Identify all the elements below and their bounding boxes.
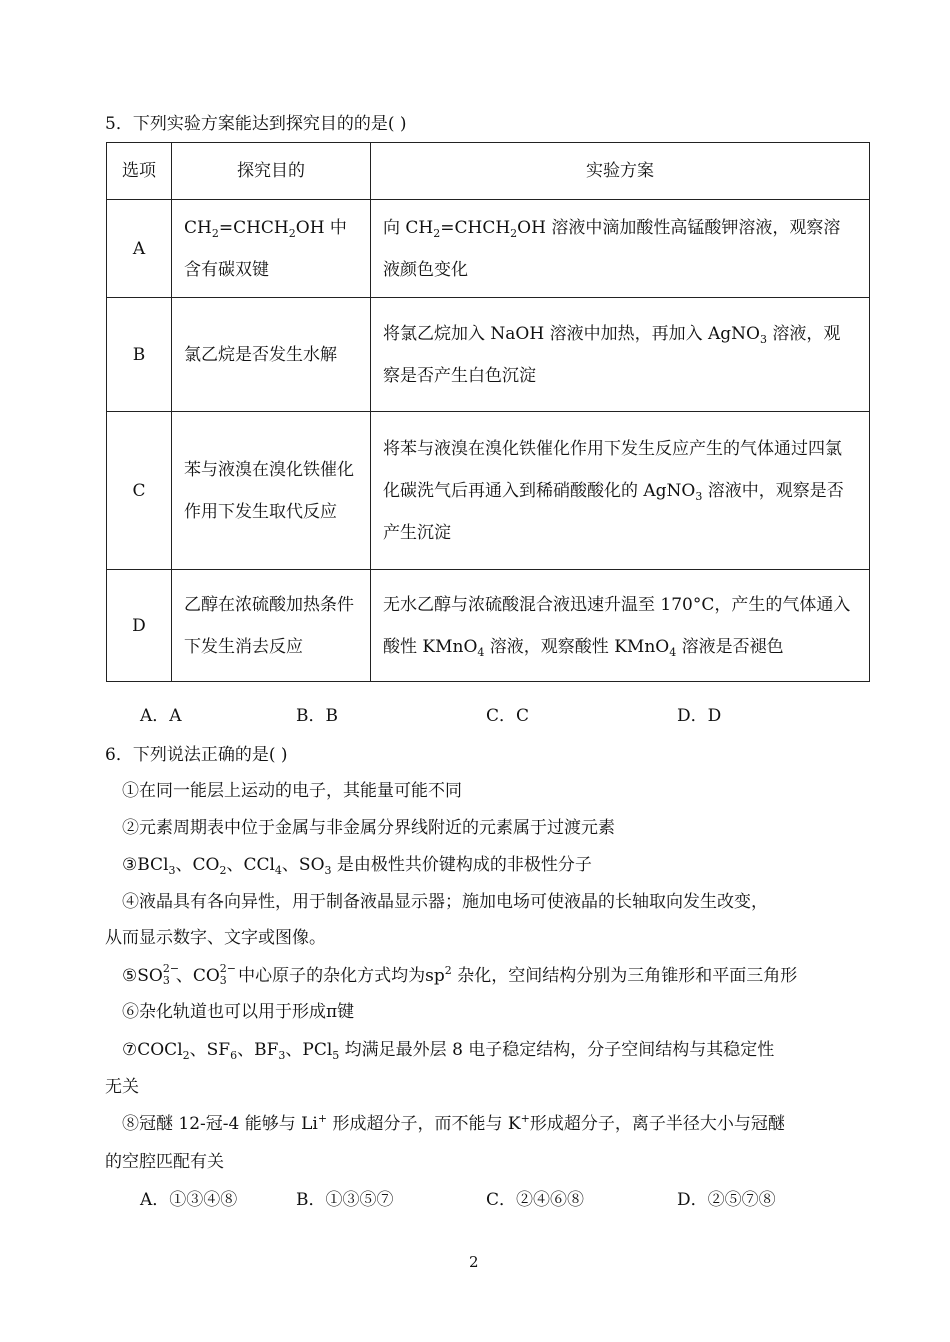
q6-statement-2: ②元素周期表中位于金属与非金属分界线附近的元素属于过渡元素 [122, 818, 615, 838]
q6-choice-a: A．①③④⑧ [140, 1190, 238, 1210]
row-goal: 乙醇在浓硫酸加热条件下发生消去反应 [172, 570, 371, 682]
q5-choice-b: B．B [296, 706, 338, 726]
experiment-table [106, 142, 870, 682]
table-row [107, 298, 870, 412]
q6-statement-3: ③BCl$_3$、$CO_2$、CCl$_4$、$SO_3$ 是由极性共价键构成的非极性分子 [122, 855, 592, 877]
q6-statement-4-line2: 从而显示数字、文字或图像。 [105, 928, 326, 948]
row-goal: 苯与液溴在溴化铁催化作用下发生取代反应 [172, 412, 371, 570]
q6-choice-d: D．②⑤⑦⑧ [677, 1190, 776, 1210]
q6-statement-5: ⑤SO 3 2− 、CO 3 2− 中心原子的杂化方式均为$sp^2$ 杂化，空间结构分别为三角锥形和平面三角形 [122, 962, 798, 987]
q5-stem: 5．下列实验方案能达到探究目的的是( ) [105, 114, 407, 134]
q6-choice-b: B．①③⑤⑦ [296, 1190, 394, 1210]
q6-stem: 6．下列说法正确的是( ) [105, 745, 288, 765]
row-plan: 将氯乙烷加入 NaOH 溶液中加热，再加入 AgNO$_3$ 溶液，观察是否产生白色沉淀 [371, 298, 870, 412]
row-plan: 将苯与液溴在溴化铁催化作用下发生反应产生的气体通过四氯化碳洗气后再通入到稀硝酸酸化的 AgNO$_3$ 溶液中，观察是否产生沉淀 [371, 412, 870, 570]
q6-choice-c: C．②④⑥⑧ [486, 1190, 585, 1210]
header-goal: 探究目的 [172, 143, 371, 200]
row-goal: $CH_2=CHCH_2OH$ 中含有碳双键 [172, 200, 371, 298]
q6-statement-7-line1: ⑦COCl$_2$、$SF_6$、$BF_3$、PCl$_5$ 均满足最外层 8 电子稳定结构，分子空间结构与其稳定性 [122, 1040, 775, 1062]
q5-choice-c: C．C [486, 706, 530, 726]
row-goal: 氯乙烷是否发生水解 [172, 298, 371, 412]
row-plan: 向 $CH_2=CHCH_2OH$ 溶液中滴加酸性高锰酸钾溶液，观察溶液颜色变化 [371, 200, 870, 298]
table-row [107, 412, 870, 570]
row-option: B [107, 298, 172, 412]
q6-statement-8-line2: 的空腔匹配有关 [105, 1152, 224, 1172]
row-plan: 无水乙醇与浓硫酸混合液迅速升温至 170°C，产生的气体通入酸性 KMnO$_4$ 溶液，观察酸性 KMnO$_4$ 溶液是否褪色 [371, 570, 870, 682]
table-row [107, 200, 870, 298]
q5-choice-d: D．D [677, 706, 722, 726]
q5-choice-a: A．A [140, 706, 182, 726]
q6-statement-6: ⑥杂化轨道也可以用于形成π键 [122, 1002, 355, 1022]
header-plan: 实验方案 [371, 143, 870, 200]
q6-statement-8-line1: ⑧冠醚 12-冠-4 能够与 Li+ 形成超分子，而不能与 K+形成超分子，离子半径大小与冠醚 [122, 1112, 785, 1134]
row-option: C [107, 412, 172, 570]
table-row [107, 570, 870, 682]
q6-statement-4-line1: ④液晶具有各向异性，用于制备液晶显示器；施加电场可使液晶的长轴取向发生改变， [122, 892, 768, 912]
row-option: A [107, 200, 172, 298]
q6-statement-1: ①在同一能层上运动的电子，其能量可能不同 [122, 781, 462, 801]
table-header-row [107, 143, 870, 200]
header-option: 选项 [107, 143, 172, 200]
page-number: 2 [469, 1253, 479, 1271]
row-option: D [107, 570, 172, 682]
q6-statement-7-line2: 无关 [105, 1077, 139, 1097]
